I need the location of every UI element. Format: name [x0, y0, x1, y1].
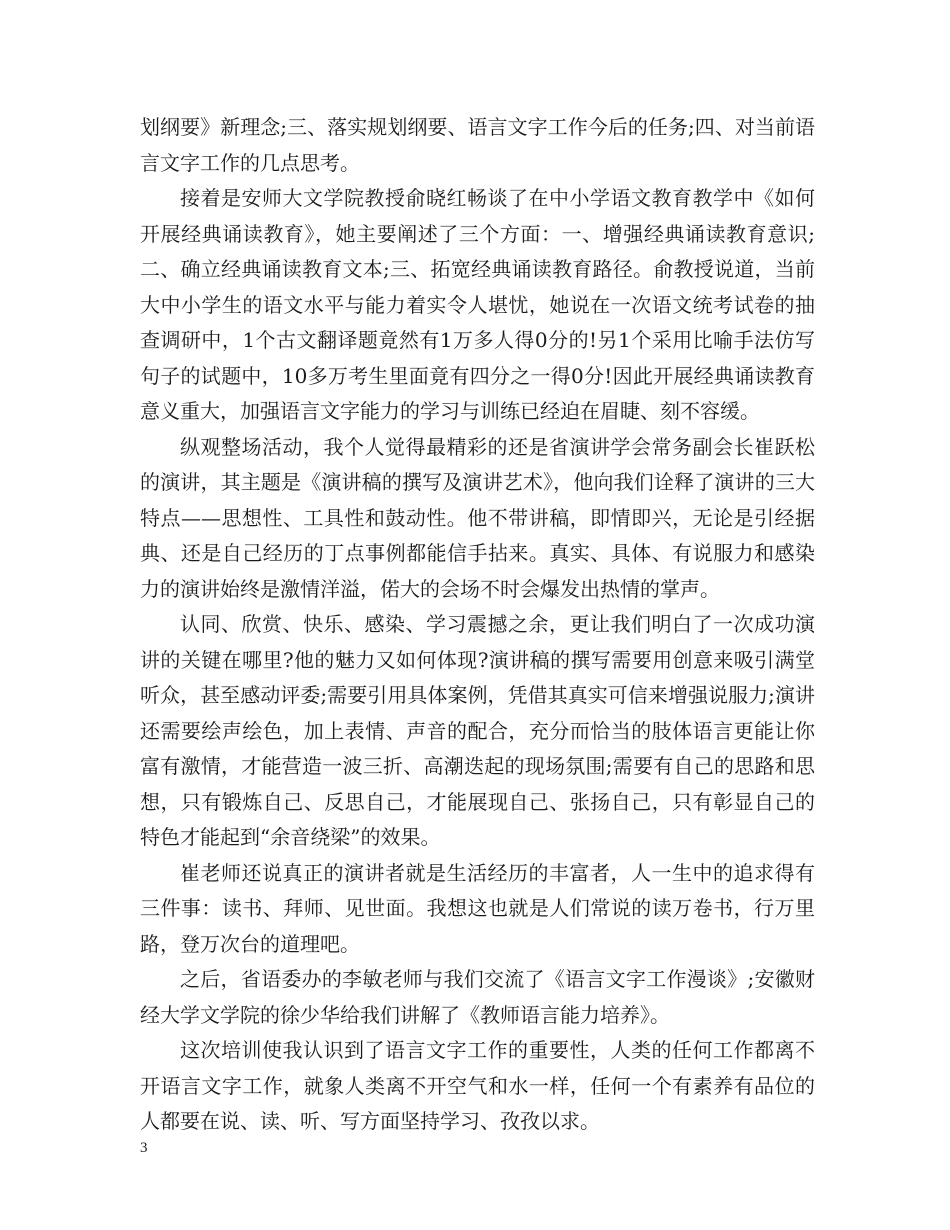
paragraph: 接着是安师大文学院教授俞晓红畅谈了在中小学语文教育教学中《如何开展经典诵读教育》，她主要阐述了三个方面：一、增强经典诵读教育意识;二、确立经典诵读教育文本;三、拓宽经典诵读教育路径。俞教授说道，当前大中小学生的语文水平与能力着实令人堪忧，她说在一次语文统考试卷的抽查调研中，1个古文翻译题竟然有1万多人得0分的!另1个采用比喻手法仿写句子的试题中，10多万考生里面竟有四分之一得0分!因此开展经典诵读教育意义重大，加强语言文字能力的学习与训练已经迫在眉睫、刻不容缓。: [140, 186, 815, 423]
document-body: [140, 110, 815, 1140]
paragraph: 纵观整场活动，我个人觉得最精彩的还是省演讲学会常务副会长崔跃松的演讲，其主题是《演讲稿的撰写及演讲艺术》，他向我们诠释了演讲的三大特点——思想性、工具性和鼓动性。他不带讲稿，即情即兴，无论是引经据典、还是自己经历的丁点事例都能信手拈来。真实、具体、有说服力和感染力的演讲始终是激情洋溢，偌大的会场不时会爆发出热情的掌声。: [140, 434, 815, 601]
paragraph: 崔老师还说真正的演讲者就是生活经历的丰富者，人一生中的追求得有三件事：读书、拜师、见世面。我想这也就是人们常说的读万卷书，行万里路，登万次台的道理吧。: [140, 860, 815, 956]
paragraph-continuation: 划纲要》新理念;三、落实规划纲要、语言文字工作今后的任务;四、对当前语言文字工作的几点思考。: [140, 115, 815, 175]
page-number: 3: [140, 1140, 148, 1156]
paragraph: 之后，省语委办的李敏老师与我们交流了《语言文字工作漫谈》;安徽财经大学文学院的徐少华给我们讲解了《教师语言能力培养》。: [140, 967, 815, 1027]
paragraph: 这次培训使我认识到了语言文字工作的重要性，人类的任何工作都离不开语言文字工作，就象人类离不开空气和水一样，任何一个有素养有品位的人都要在说、读、听、写方面坚持学习、孜孜以求。: [140, 1038, 815, 1133]
paragraph: 认同、欣赏、快乐、感染、学习震撼之余，更让我们明白了一次成功演讲的关键在哪里?他的魅力又如何体现?演讲稿的撰写需要用创意来吸引满堂听众，甚至感动评委;需要引用具体案例，凭借其真实可信来增强说服力;演讲还需要绘声绘色，加上表情、声音的配合，充分而恰当的肢体语言更能让你富有激情，才能营造一波三折、高潮迭起的现场氛围;需要有自己的思路和思想，只有锻炼自己、反思自己，才能展现自己、张扬自己，只有彰显自己的特色才能起到“余音绕梁”的效果。: [140, 612, 815, 849]
